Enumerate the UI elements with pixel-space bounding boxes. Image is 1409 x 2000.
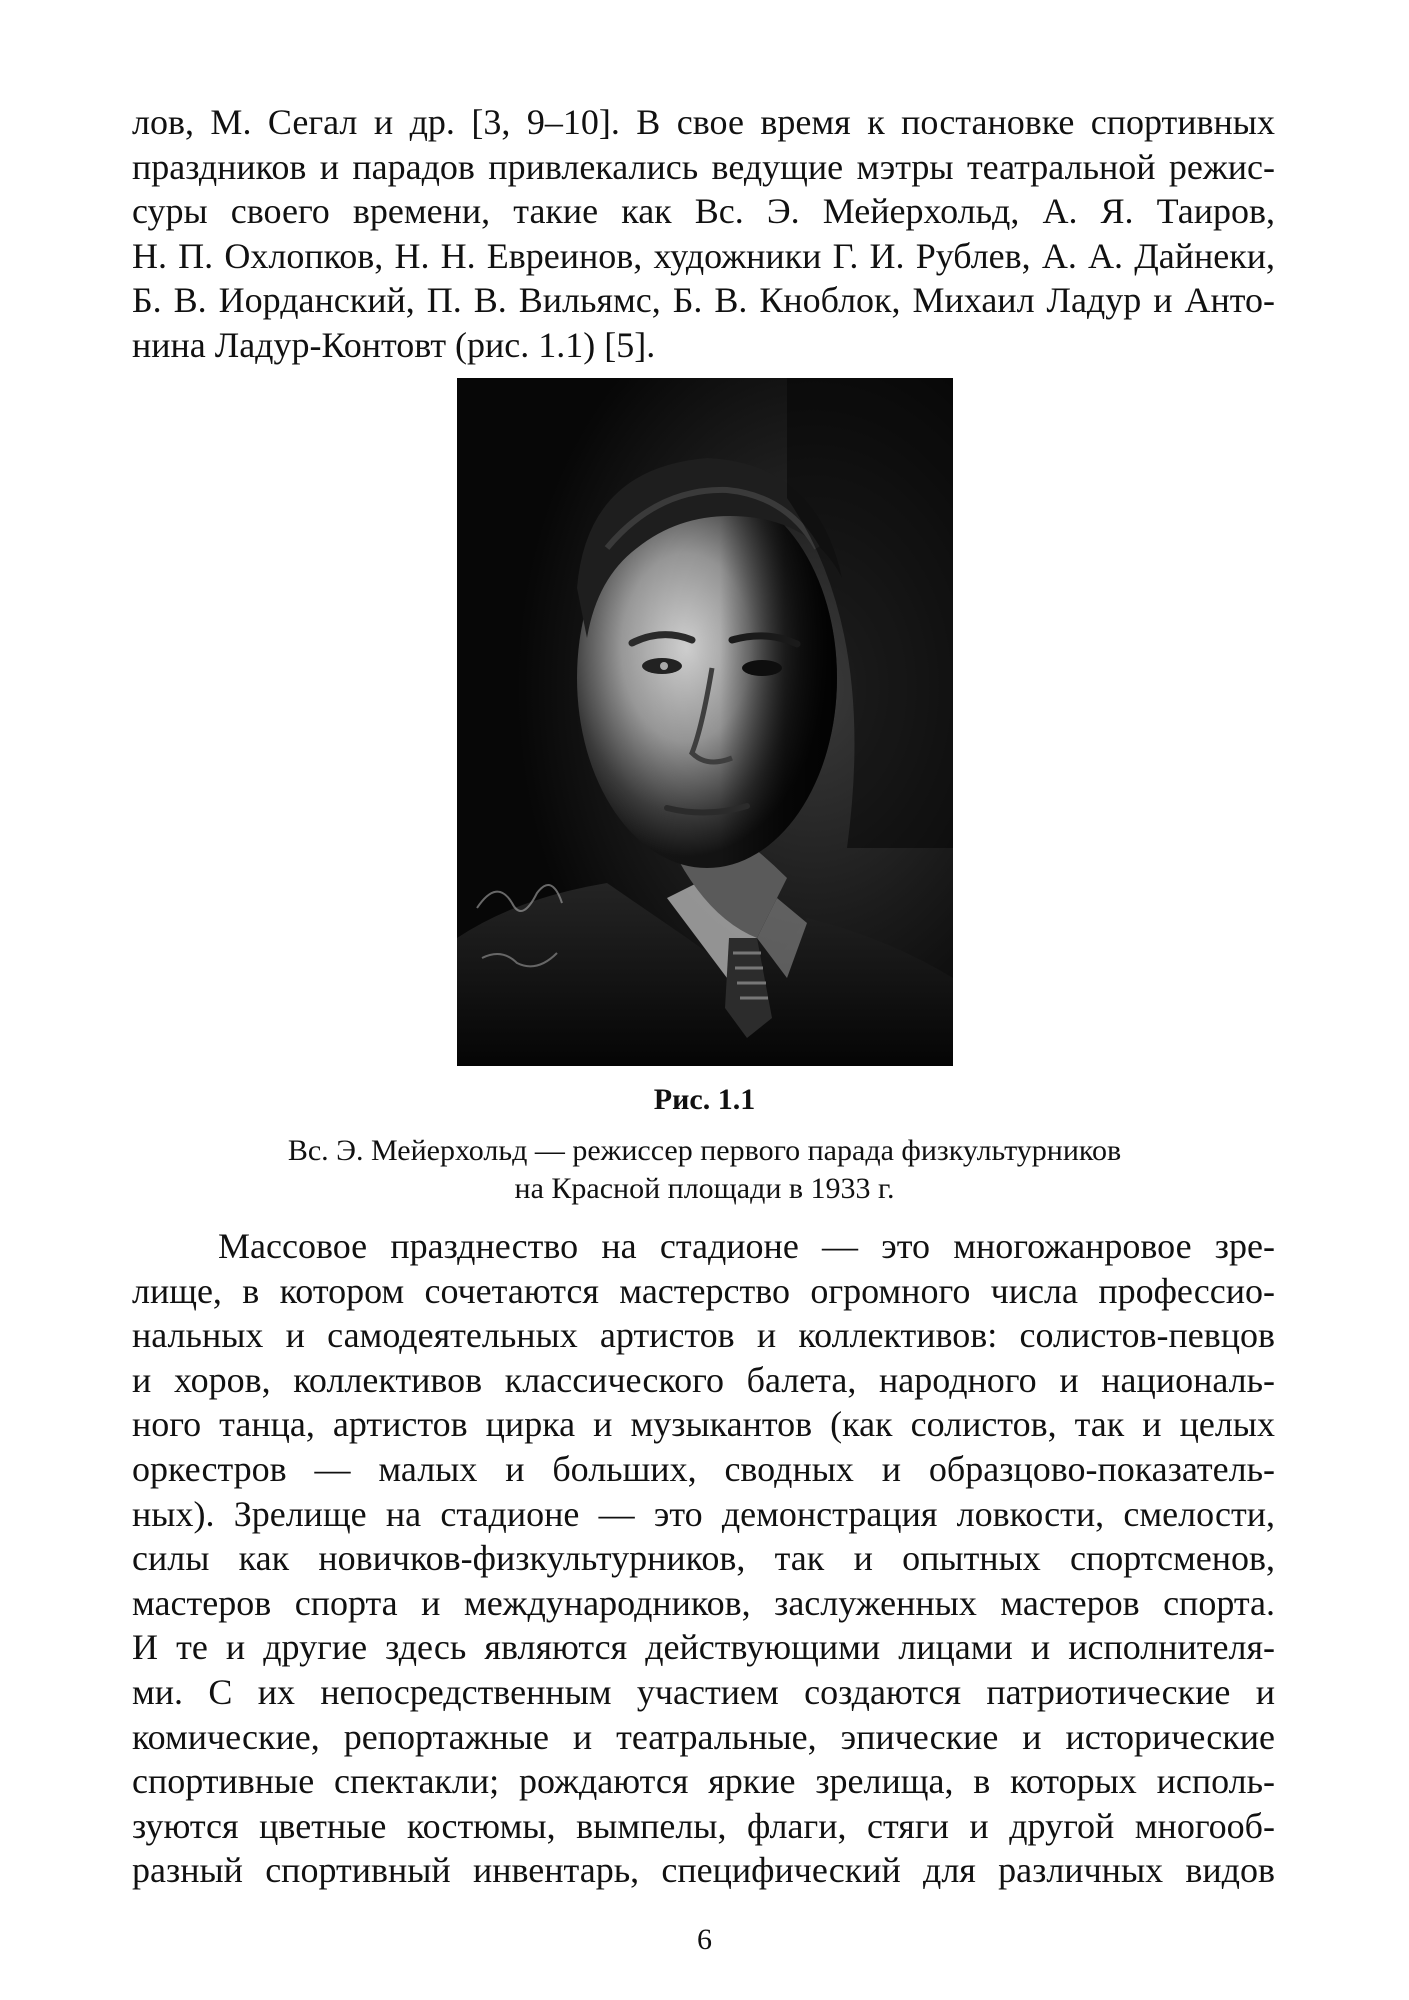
text-line: Б. В. Иорданский, П. В. Вильямс, Б. В. Кноблок, Михаил Ладур и Анто- [132, 280, 1275, 321]
figure-caption [0, 1132, 1409, 1208]
main-paragraph [132, 1224, 1275, 1893]
text-line: лов, М. Сегал и др. [3, 9–10]. В свое время к постановке спортивных [132, 102, 1275, 142]
text-line: И те и другие здесь являются действующими лицами и исполнителя- [132, 1627, 1275, 1668]
figure-label: Рис. 1.1 [653, 1083, 756, 1116]
text-line: зуются цветные костюмы, вымпелы, флаги, стяги и другой многооб- [132, 1805, 1275, 1846]
text-line: оркестров — малых и больших, сводных и образцово-показатель- [132, 1448, 1275, 1489]
top-paragraph [132, 100, 1275, 368]
text-line: Н. П. Охлопков, Н. Н. Евреинов, художники Г. И. Рублев, А. А. Дайнеки, [132, 235, 1275, 276]
portrait-photo [457, 378, 953, 1066]
paragraph-text [132, 1224, 1275, 1893]
text-line: и хоров, коллективов классического балета, народного и националь- [132, 1359, 1275, 1400]
text-line: праздников и парадов привлекались ведущие мэтры театральной режис- [132, 146, 1275, 187]
text-line: комические, репортажные и театральные, эпические и исторические [132, 1716, 1275, 1757]
portrait-photo-image [457, 378, 953, 1066]
text-line: Массовое празднество на стадионе — это многожанровое зре- [218, 1226, 1275, 1266]
text-line: лище, в котором сочетаются мастерство огромного числа профессио- [132, 1270, 1275, 1311]
text-line: нина Ладур-Контовт (рис. 1.1) [5]. [132, 324, 656, 365]
text-line: разный спортивный инвентарь, специфический для различных видов [132, 1850, 1275, 1891]
page-number: 6 [697, 1923, 712, 1956]
text-line: ми. С их непосредственным участием создаются патриотические и [132, 1671, 1275, 1712]
caption-line: Вс. Э. Мейерхольд — режиссер первого парада физкультурников [287, 1134, 1122, 1167]
caption-line: на Красной площади в 1933 г. [514, 1172, 895, 1205]
paragraph-text [132, 100, 1275, 368]
text-line: нальных и самодеятельных артистов и коллективов: солистов-певцов [132, 1315, 1275, 1356]
text-line: ных). Зрелище на стадионе — это демонстрация ловкости, смелости, [132, 1493, 1275, 1534]
text-line: суры своего времени, такие как Вс. Э. Мейерхольд, А. Я. Таиров, [132, 191, 1275, 232]
text-line: ного танца, артистов цирка и музыкантов (как солистов, так и целых [132, 1404, 1275, 1445]
text-line: спортивные спектакли; рождаются яркие зрелища, в которых исполь- [132, 1761, 1275, 1802]
text-line: силы как новичков-физкультурников, так и опытных спортсменов, [132, 1538, 1275, 1579]
text-line: мастеров спорта и международников, заслуженных мастеров спорта. [132, 1582, 1275, 1623]
